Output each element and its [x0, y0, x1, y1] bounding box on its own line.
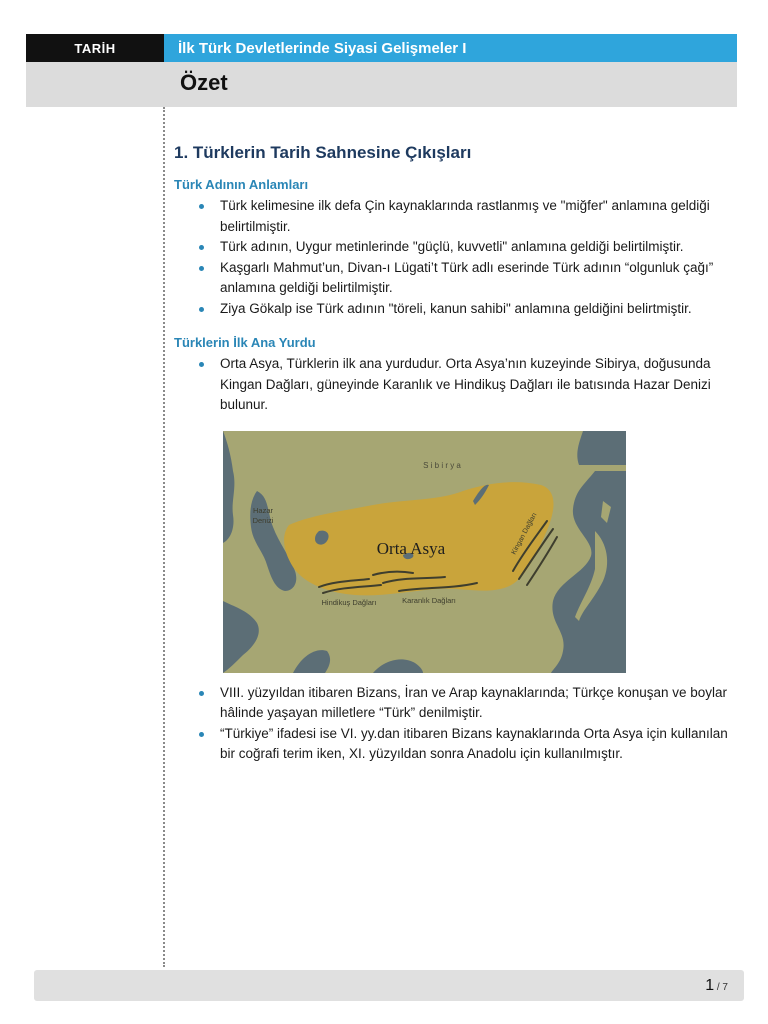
document-title: İlk Türk Devletlerinde Siyasi Gelişmeler I: [164, 34, 737, 62]
page-footer: [34, 970, 744, 1001]
margin-divider: [163, 107, 165, 967]
map-label-orta-asya: Orta Asya: [376, 538, 446, 558]
list-item: Ziya Gökalp ise Türk adının "töreli, kanun sahibi" anlamına geldiğini belirtmiştir.: [220, 299, 734, 320]
section-heading: 1. Türklerin Tarih Sahnesine Çıkışları: [174, 143, 472, 162]
section-title: Özet: [180, 70, 228, 95]
current-page: 1: [705, 977, 715, 994]
map-sea-northeast: [577, 431, 626, 465]
subsection-title-turk-adi: Türk Adının Anlamları: [174, 177, 309, 192]
bullet-list-ana-yurt: [174, 354, 734, 416]
subsection-title-ana-yurt: Türklerin İlk Ana Yurdu: [174, 335, 316, 350]
list-item: Kaşgarlı Mahmut’un, Divan-ı Lügati’t Türk adlı eserinde Türk adının “olgunluk çağı” anlamına geldiği belirtilmiştir.: [220, 258, 734, 299]
list-item: VIII. yüzyıldan itibaren Bizans, İran ve Arap kaynaklarında; Türkçe konuşan ve boylar hâlinde yaşayan milletlere “Türk” denilmiştir.: [220, 683, 734, 724]
page-number: [705, 977, 728, 995]
map-label-hindikus: Hindikuş Dağları: [321, 597, 377, 607]
map-label-karanlik: Karanlık Dağları: [402, 595, 456, 605]
total-pages: / 7: [714, 982, 728, 993]
map-label-hazar-1: Hazar: [252, 505, 274, 515]
central-asia-map: [223, 431, 626, 673]
list-item: Türk adının, Uygur metinlerinde "güçlü, kuvvetli" anlamına geldiği belirtilmiştir.: [220, 237, 734, 258]
subject-label: TARİH: [26, 34, 164, 62]
main-content: [174, 143, 734, 765]
section-band: [26, 62, 737, 107]
bullet-list-after-map: [174, 683, 734, 765]
map-label-sibirya: S i b i r y a: [423, 460, 461, 470]
list-item: “Türkiye” ifadesi ise VI. yy.dan itibaren Bizans kaynaklarında Orta Asya için kullanılan bir coğrafi terim iken, XI. yüzyıldan sonra Anadolu için kullanılmıştır.: [220, 724, 734, 765]
list-item: Orta Asya, Türklerin ilk ana yurdudur. Orta Asya’nın kuzeyinde Sibirya, doğusunda Kingan Dağları, güneyinde Karanlık ve Hindikuş Dağları ile batısında Hazar Denizi bulunur.: [220, 354, 734, 416]
map-label-kingan: Kingan Dağları: [510, 511, 539, 556]
map-label-hazar-2: Denizi: [252, 515, 274, 525]
bullet-list-turk-adi: [174, 196, 734, 319]
list-item: Türk kelimesine ilk defa Çin kaynaklarında rastlanmış ve "miğfer" anlamına geldiği belirtilmiştir.: [220, 196, 734, 237]
